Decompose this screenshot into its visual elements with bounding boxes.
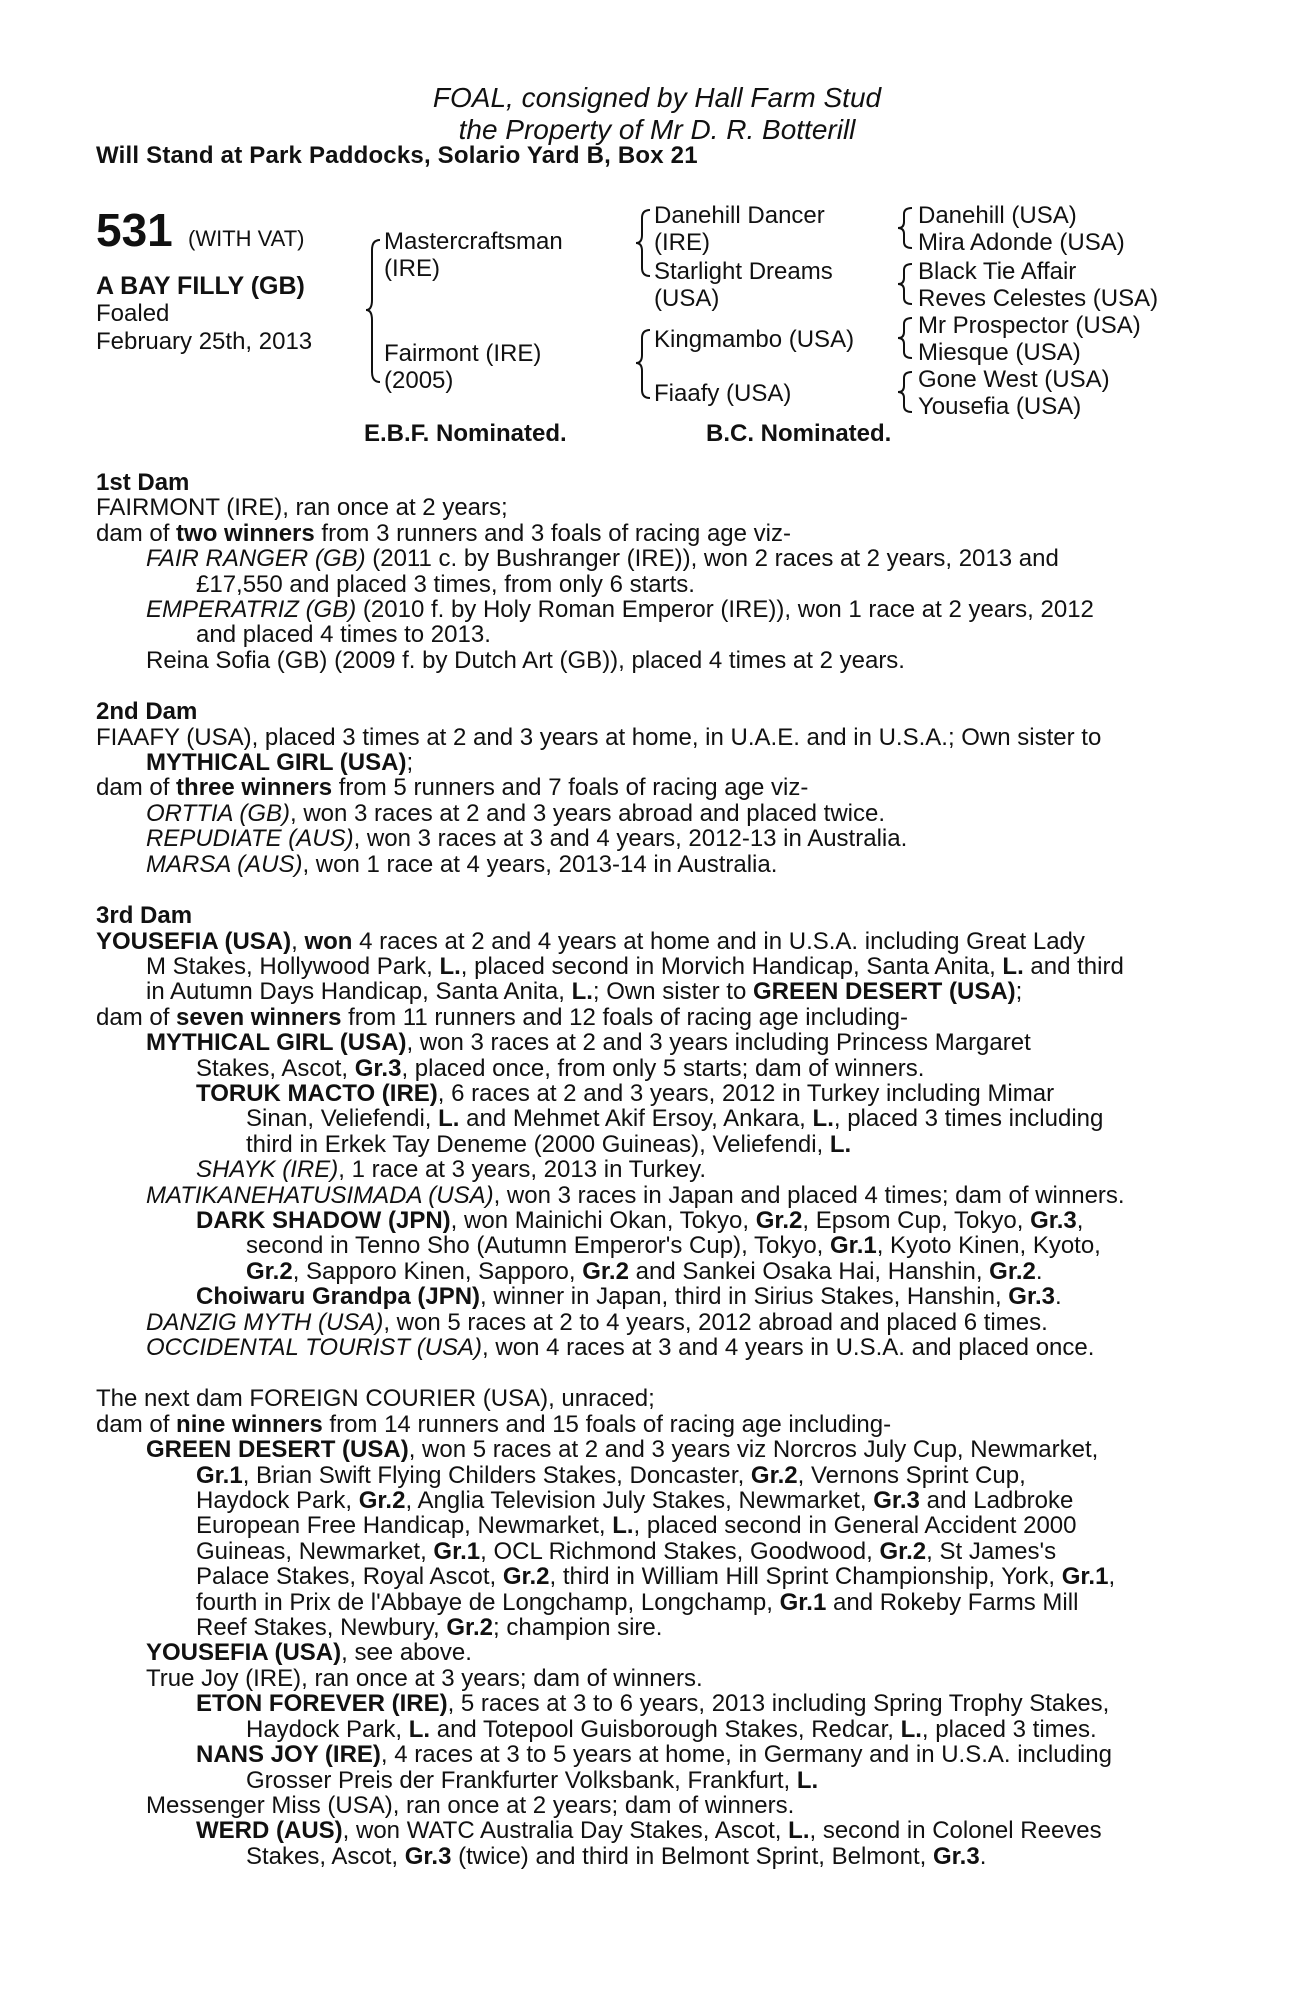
produce-entry-cont: Guineas, Newmarket, Gr.1, OCL Richmond Stakes, Goodwood, Gr.2, St James's — [196, 1537, 1057, 1565]
next-dam-line: The next dam FOREIGN COURIER (USA), unraced; — [96, 1385, 655, 1413]
lot-number: 531 — [96, 204, 173, 256]
first-dam-heading: 1st Dam — [96, 469, 190, 496]
produce-entry: YOUSEFIA (USA), see above. — [146, 1639, 472, 1667]
produce-entry-cont: Palace Stakes, Royal Ascot, Gr.2, third in William Hill Sprint Championship, York, Gr.1, — [196, 1563, 1116, 1591]
produce-entry: GREEN DESERT (USA), won 5 races at 2 and 3 years viz Norcros July Cup, Newmarket, — [146, 1436, 1099, 1464]
foaled-date: February 25th, 2013 — [96, 328, 313, 355]
ancestor-ddd: Yousefia (USA) — [918, 393, 1082, 420]
grandproduce-entry: SHAYK (IRE), 1 race at 3 years, 2013 in Turkey. — [196, 1156, 706, 1184]
ancestor-dsd: Miesque (USA) — [918, 339, 1081, 366]
grandproduce-entry: TORUK MACTO (IRE), 6 races at 2 and 3 years, 2012 in Turkey including Mimar — [196, 1079, 1055, 1107]
produce-entry: Messenger Miss (USA), ran once at 2 years; dam of winners. — [146, 1791, 795, 1819]
grandproduce-entry-cont: second in Tenno Sho (Autumn Emperor's Cup), Tokyo, Gr.1, Kyoto Kinen, Kyoto, — [246, 1232, 1101, 1260]
next-dam-produce: dam of nine winners from 14 runners and 15 foals of racing age including- — [96, 1410, 892, 1438]
third-dam-line-cont: M Stakes, Hollywood Park, L., placed second in Morvich Handicap, Santa Anita, L. and third — [146, 952, 1124, 980]
ancestor-sds: Black Tie Affair — [918, 258, 1077, 285]
sire-sire: Danehill Dancer (IRE) — [654, 202, 825, 256]
ancestor-dss: Mr Prospector (USA) — [918, 312, 1141, 339]
grandproduce-entry-cont: Haydock Park, L. and Totepool Guisborough Stakes, Redcar, L., placed 3 times. — [246, 1715, 1097, 1743]
dam-sire: Kingmambo (USA) — [654, 326, 855, 353]
sire-dam: Starlight Dreams (USA) — [654, 258, 833, 312]
third-dam-heading: 3rd Dam — [96, 902, 193, 930]
third-dam-line: YOUSEFIA (USA), won 4 races at 2 and 4 years at home and in U.S.A. including Great Lady — [96, 927, 1085, 955]
property-line: the Property of Mr D. R. Botterill — [458, 114, 856, 145]
grandproduce-entry-cont: Grosser Preis der Frankfurter Volksbank, Frankfurt, L. — [246, 1766, 819, 1794]
grandproduce-entry-cont: Gr.2, Sapporo Kinen, Sapporo, Gr.2 and Sankei Osaka Hai, Hanshin, Gr.2. — [246, 1257, 1043, 1285]
grandproduce-entry-cont: Sinan, Veliefendi, L. and Mehmet Akif Ersoy, Ankara, L., placed 3 times including — [246, 1105, 1104, 1133]
grandproduce-entry: DARK SHADOW (JPN), won Mainichi Okan, Tokyo, Gr.2, Epsom Cup, Tokyo, Gr.3, — [196, 1206, 1084, 1234]
grandproduce-entry-cont: third in Erkek Tay Deneme (2000 Guineas), Veliefendi, L. — [246, 1130, 852, 1158]
first-dam-produce: dam of two winners from 3 runners and 3 foals of racing age viz- — [96, 519, 791, 547]
produce-entry-cont: and placed 4 times to 2013. — [196, 621, 491, 649]
third-dam-produce: dam of seven winners from 11 runners and 12 foals of racing age including- — [96, 1003, 909, 1031]
produce-entry-cont: Reef Stakes, Newbury, Gr.2; champion sire. — [196, 1614, 663, 1642]
dam-dam: Fiaafy (USA) — [654, 380, 792, 407]
lot-name: A BAY FILLY (GB) — [96, 272, 305, 300]
produce-entry: MATIKANEHATUSIMADA (USA), won 3 races in Japan and placed 4 times; dam of winners. — [146, 1181, 1125, 1209]
ancestor-sdd: Reves Celestes (USA) — [918, 285, 1159, 312]
produce-entry: FAIR RANGER (GB) (2011 c. by Bushranger (IRE)), won 2 races at 2 years, 2013 and — [146, 545, 1059, 573]
vat-note: (WITH VAT) — [188, 226, 305, 251]
produce-entry: ORTTIA (GB), won 3 races at 2 and 3 years abroad and placed twice. — [146, 799, 886, 827]
produce-entry-cont: Gr.1, Brian Swift Flying Childers Stakes, Doncaster, Gr.2, Vernons Sprint Cup, — [196, 1461, 1026, 1489]
second-dam-line: FIAAFY (USA), placed 3 times at 2 and 3 years at home, in U.A.E. and in U.S.A.; Own sister to — [96, 723, 1102, 751]
produce-entry: DANZIG MYTH (USA), won 5 races at 2 to 4 years, 2012 abroad and placed 6 times. — [146, 1308, 1048, 1336]
grandproduce-entry: WERD (AUS), won WATC Australia Day Stakes, Ascot, L., second in Colonel Reeves — [196, 1817, 1102, 1845]
produce-entry: Reina Sofia (GB) (2009 f. by Dutch Art (GB)), placed 4 times at 2 years. — [146, 646, 905, 674]
catalogue-body — [96, 470, 1194, 1869]
foaled-label: Foaled — [96, 300, 170, 327]
sire-name: Mastercraftsman (IRE) — [384, 228, 563, 282]
ebf-nominated: E.B.F. Nominated. — [364, 420, 567, 447]
produce-entry-cont: £17,550 and placed 3 times, from only 6 starts. — [196, 570, 695, 598]
ancestor-dds: Gone West (USA) — [918, 366, 1110, 393]
grandproduce-entry: NANS JOY (IRE), 4 races at 3 to 5 years at home, in Germany and in U.S.A. including — [196, 1741, 1112, 1769]
produce-entry: MARSA (AUS), won 1 race at 4 years, 2013-14 in Australia. — [146, 850, 778, 878]
produce-entry: OCCIDENTAL TOURIST (USA), won 4 races at 3 and 4 years in U.S.A. and placed once. — [146, 1334, 1095, 1361]
produce-entry-cont: fourth in Prix de l'Abbaye de Longchamp, Longchamp, Gr.1 and Rokeby Farms Mill — [196, 1588, 1079, 1616]
produce-entry: True Joy (IRE), ran once at 3 years; dam of winners. — [146, 1664, 703, 1692]
second-dam-produce: dam of three winners from 5 runners and 7 foals of racing age viz- — [96, 774, 809, 802]
grandproduce-entry: Choiwaru Grandpa (JPN), winner in Japan, third in Sirius Stakes, Hanshin, Gr.3. — [196, 1283, 1062, 1311]
produce-entry-cont: European Free Handicap, Newmarket, L., placed second in General Accident 2000 — [196, 1512, 1077, 1540]
consignor-line: FOAL, consigned by Hall Farm Stud — [432, 82, 882, 113]
produce-entry: EMPERATRIZ (GB) (2010 f. by Holy Roman Emperor (IRE)), won 1 race at 2 years, 2012 — [146, 596, 1094, 624]
grandproduce-entry-cont: Stakes, Ascot, Gr.3 (twice) and third in Belmont Sprint, Belmont, Gr.3. — [246, 1842, 987, 1870]
stand-location: Will Stand at Park Paddocks, Solario Yard B, Box 21 — [96, 142, 698, 169]
produce-entry: REPUDIATE (AUS), won 3 races at 3 and 4 years, 2012-13 in Australia. — [146, 825, 908, 853]
second-dam-heading: 2nd Dam — [96, 698, 198, 726]
produce-entry-cont: Haydock Park, Gr.2, Anglia Television July Stakes, Newmarket, Gr.3 and Ladbroke — [196, 1487, 1074, 1515]
first-dam-line: FAIRMONT (IRE), ran once at 2 years; — [96, 494, 508, 522]
produce-entry-cont: Stakes, Ascot, Gr.3, placed once, from only 5 starts; dam of winners. — [196, 1054, 925, 1082]
bc-nominated: B.C. Nominated. — [706, 420, 892, 447]
produce-entry: MYTHICAL GIRL (USA), won 3 races at 2 and 3 years including Princess Margaret — [146, 1029, 1031, 1057]
ancestor-ssd: Mira Adonde (USA) — [918, 229, 1125, 256]
third-dam-line-cont: in Autumn Days Handicap, Santa Anita, L.; Own sister to GREEN DESERT (USA); — [146, 978, 1023, 1006]
grandproduce-entry: ETON FOREVER (IRE), 5 races at 3 to 6 years, 2013 including Spring Trophy Stakes, — [196, 1690, 1110, 1718]
dam-name: Fairmont (IRE) (2005) — [384, 340, 542, 394]
ancestor-sss: Danehill (USA) — [918, 202, 1077, 229]
second-dam-line-cont: MYTHICAL GIRL (USA); — [146, 749, 414, 777]
